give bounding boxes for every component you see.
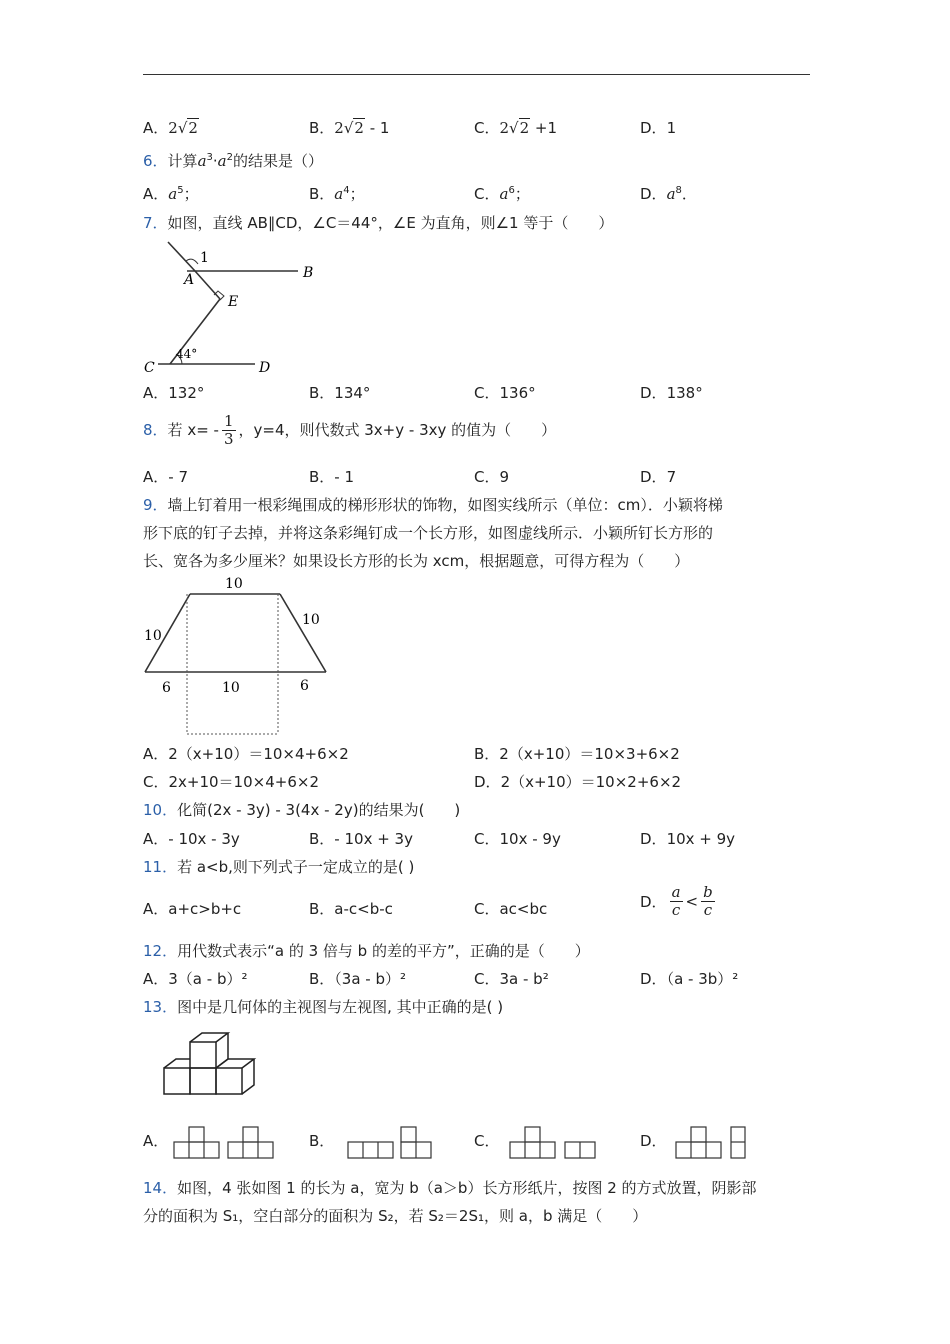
- q14-stem-line1: [143, 1177, 757, 1198]
- q9-option-d[interactable]: [474, 771, 681, 792]
- q9-option-a[interactable]: [143, 743, 349, 764]
- q7-figure: [140, 240, 320, 380]
- q13-stem: [143, 996, 503, 1017]
- option-text: （a - 3b）²: [666, 970, 739, 988]
- option-text: 2（x+10）＝10×2+6×2: [500, 773, 682, 791]
- q11-option-a[interactable]: [143, 898, 241, 919]
- label-e: E: [228, 294, 239, 310]
- cube-front-1: [164, 1068, 190, 1094]
- stem-text: 的结果是（）: [233, 152, 324, 170]
- option-label: D．: [640, 384, 667, 402]
- option-label: C．: [474, 185, 500, 203]
- option-text: a-c<b-c: [334, 900, 393, 918]
- question-number: 10．: [143, 801, 178, 819]
- stem-text: 若 a<b,则下列式子一定成立的是( ): [177, 858, 415, 876]
- question-number: 9．: [143, 496, 168, 514]
- option-text: ac<bc: [499, 900, 548, 918]
- fraction: [222, 413, 236, 448]
- option-text: - 1: [334, 468, 355, 486]
- option-text: 1: [666, 119, 677, 137]
- base: a: [197, 152, 207, 170]
- option-label: C．: [474, 900, 500, 918]
- base: a: [217, 152, 227, 170]
- q7-option-c[interactable]: [474, 382, 536, 403]
- cube-front-3: [216, 1068, 242, 1094]
- base: a: [666, 185, 676, 203]
- option-text: a+c>b+c: [168, 900, 242, 918]
- option-text: - 10x - 3y: [168, 830, 240, 848]
- option-label: A．: [143, 119, 169, 137]
- q14-stem-line2: 分的面积为 S₁，空白部分的面积为 S₂，若 S₂＝2S₁，则 a，b 满足（ ）: [143, 1207, 648, 1225]
- label-top: 10: [225, 576, 243, 592]
- option-text: 10x - 9y: [499, 830, 561, 848]
- q12-option-c[interactable]: [474, 968, 549, 989]
- sqrt-expression: 2√2: [168, 119, 198, 137]
- option-label: B．: [309, 900, 335, 918]
- front-view-base: [510, 1142, 555, 1158]
- suffix: ；: [514, 185, 530, 203]
- label-1: 1: [200, 250, 209, 266]
- option-label: D．: [640, 830, 667, 848]
- q9-stem-line2: 形下底的钉子去掉，并将这条彩绳钉成一个长方形，如图虚线所示．小颖所钉长方形的: [143, 524, 714, 542]
- option-label: C．: [474, 970, 500, 988]
- stem-text: 计算: [167, 152, 198, 170]
- suffix: ；: [349, 185, 365, 203]
- q6-stem: [143, 150, 323, 171]
- option-label: D．: [640, 1132, 667, 1150]
- option-text: 138°: [666, 384, 703, 402]
- option-text: 10x + 9y: [666, 830, 736, 848]
- option-label: B．: [309, 970, 335, 988]
- q7-option-a[interactable]: [143, 382, 204, 403]
- base: a: [168, 185, 178, 203]
- option-label: B．: [309, 1132, 335, 1150]
- suffix: ．: [681, 185, 697, 203]
- coef: 2: [168, 119, 178, 137]
- option-label: A．: [143, 830, 169, 848]
- base: a: [499, 185, 509, 203]
- q6-option-a[interactable]: [143, 183, 199, 204]
- trapezoid-right: [280, 594, 326, 672]
- radicand: 2: [188, 119, 198, 137]
- option-label: C．: [474, 1132, 500, 1150]
- stem-text: 墙上钉着用一根彩绳围成的梯形形状的饰物，如图实线所示（单位：cm）．小颖将梯: [167, 496, 723, 514]
- option-label: A．: [143, 745, 169, 763]
- option-label: C．: [474, 468, 500, 486]
- option-label: B．: [309, 185, 335, 203]
- denominator: c: [703, 901, 713, 919]
- q10-stem: [143, 799, 460, 820]
- option-text: - 7: [168, 468, 188, 486]
- option-text: 134°: [334, 384, 371, 402]
- option-label: D．: [640, 893, 667, 911]
- q13-solid-figure: [160, 1030, 262, 1100]
- option-label: D．: [474, 773, 501, 791]
- q5-option-a[interactable]: [143, 117, 199, 138]
- q12-option-d[interactable]: [640, 968, 738, 989]
- option-text: 3（a - b）²: [168, 970, 248, 988]
- label-bottom-right: 6: [300, 678, 309, 694]
- right-top-face: [216, 1059, 254, 1068]
- q10-option-b[interactable]: [309, 828, 413, 849]
- line-ae: [195, 271, 220, 299]
- left-top-face: [164, 1059, 190, 1068]
- q13-option-b-views: [345, 1124, 435, 1162]
- option-label: B．: [309, 468, 335, 486]
- question-number: 11．: [143, 858, 178, 876]
- option-label: C．: [474, 830, 500, 848]
- option-label: A．: [143, 384, 169, 402]
- label-left: 10: [144, 628, 162, 644]
- radicand: 2: [519, 119, 530, 137]
- label-bottom-mid: 10: [222, 680, 240, 696]
- stem-text: 化简(2x - 3y) - 3(4x - 2y)的结果为( ): [177, 801, 461, 819]
- option-text: 136°: [499, 384, 536, 402]
- front-view-top: [525, 1127, 540, 1142]
- q13-option-a[interactable]: [143, 1130, 168, 1151]
- base: a: [334, 185, 344, 203]
- label-right: 10: [302, 612, 320, 628]
- q10-option-a[interactable]: [143, 828, 240, 849]
- q5-option-c[interactable]: [474, 117, 557, 138]
- option-text: 3a - b²: [499, 970, 549, 988]
- q9-stem-line1: [143, 494, 723, 515]
- q11-option-b[interactable]: [309, 898, 393, 919]
- stem-text: 如图，直线 AB∥CD，∠C＝44°，∠E 为直角，则∠1 等于（ ）: [167, 214, 614, 232]
- exponent: 4: [343, 185, 350, 196]
- q13-option-c[interactable]: [474, 1130, 499, 1151]
- option-label: B．: [309, 384, 335, 402]
- option-label: A．: [143, 185, 169, 203]
- fraction-b-over-c: [701, 884, 715, 919]
- stem-text: 若 x= -: [167, 421, 219, 439]
- side-view-top: [401, 1127, 416, 1142]
- q7-option-d[interactable]: [640, 382, 703, 403]
- q12-option-a[interactable]: [143, 968, 248, 989]
- exponent: 5: [177, 185, 184, 196]
- denominator: 3: [223, 430, 234, 448]
- cube-front-2: [190, 1068, 216, 1094]
- q11-stem: [143, 856, 414, 877]
- option-text: （3a - b）²: [334, 970, 407, 988]
- option-text: 2（x+10）＝10×4+6×2: [168, 745, 349, 763]
- q6-option-b[interactable]: [309, 183, 365, 204]
- line-upper-left: [168, 242, 195, 271]
- front-view-base: [174, 1142, 219, 1158]
- question-number: 8．: [143, 421, 168, 439]
- stem-text: ，y=4，则代数式 3x+y - 3xy 的值为（ ）: [238, 421, 557, 439]
- q13-option-a-views: [170, 1124, 276, 1162]
- option-text: 2x+10＝10×4+6×2: [168, 773, 319, 791]
- dot-operator: ·: [212, 152, 218, 170]
- q6-option-c[interactable]: [474, 183, 530, 204]
- coef: 2: [499, 119, 510, 137]
- exponent: 3: [206, 152, 213, 163]
- q8-option-a[interactable]: [143, 466, 188, 487]
- option-text: 2（x+10）＝10×3+6×2: [499, 745, 680, 763]
- option-label: B．: [309, 119, 335, 137]
- q8-option-d[interactable]: [640, 466, 676, 487]
- label-b: B: [303, 265, 314, 281]
- q13-option-b[interactable]: [309, 1130, 334, 1151]
- fraction-a-over-c: [670, 884, 683, 919]
- question-number: 13．: [143, 998, 178, 1016]
- front-view-top: [691, 1127, 706, 1142]
- question-number: 14．: [143, 1179, 178, 1197]
- suffix: +1: [530, 119, 558, 137]
- exponent: 6: [508, 185, 515, 196]
- option-label: A．: [143, 970, 169, 988]
- numerator: b: [703, 883, 713, 901]
- option-label: C．: [143, 773, 169, 791]
- q9-stem-line3: 长、宽各为多少厘米？如果设长方形的长为 xcm，根据题意，可得方程为（ ）: [143, 552, 690, 570]
- label-bottom-left: 6: [162, 680, 171, 696]
- option-text: 7: [666, 468, 677, 486]
- sqrt-expression: 2√2: [499, 119, 530, 137]
- side-view-top: [243, 1127, 258, 1142]
- front-view-base: [676, 1142, 721, 1158]
- cube-top-face: [190, 1033, 228, 1042]
- label-a: A: [184, 272, 195, 288]
- exponent: 8: [675, 185, 682, 196]
- sqrt-expression: 2√2: [334, 119, 364, 137]
- q7-option-b[interactable]: [309, 382, 370, 403]
- stem-text: 用代数式表示“a 的 3 倍与 b 的差的平方”，正确的是（ ）: [177, 942, 590, 960]
- option-label: B．: [309, 830, 335, 848]
- q13-option-d-views: [673, 1124, 753, 1162]
- numerator: 1: [223, 412, 234, 430]
- less-than-operator: <: [685, 892, 699, 911]
- denominator: c: [671, 901, 681, 919]
- front-view-top: [189, 1127, 204, 1142]
- label-c: C: [144, 360, 155, 376]
- stem-text: 如图，4 张如图 1 的长为 a，宽为 b（a＞b）长方形纸片，按图 2 的方式放置，阴影部: [177, 1179, 757, 1197]
- q8-stem: [143, 413, 556, 448]
- q5-option-d[interactable]: [640, 117, 676, 138]
- option-label: A．: [143, 468, 169, 486]
- option-label: D．: [640, 468, 667, 486]
- option-label: D．: [640, 185, 667, 203]
- q8-option-c[interactable]: [474, 466, 509, 487]
- option-label: C．: [474, 384, 500, 402]
- q7-stem: [143, 212, 613, 233]
- option-label: D．: [640, 119, 667, 137]
- front-view: [348, 1142, 393, 1158]
- q13-option-c-views: [507, 1124, 599, 1162]
- q11-option-d[interactable]: [640, 884, 718, 919]
- suffix: ；: [183, 185, 199, 203]
- q8-option-b[interactable]: [309, 466, 354, 487]
- option-label: D．: [640, 970, 667, 988]
- q5-option-b[interactable]: [309, 117, 389, 138]
- cube-front-top: [190, 1042, 216, 1068]
- question-number: 12．: [143, 942, 178, 960]
- exponent: 2: [226, 152, 233, 163]
- q13-option-d[interactable]: [640, 1130, 667, 1151]
- question-number: 7．: [143, 214, 168, 232]
- label-44: 44°: [176, 347, 198, 361]
- numerator: a: [671, 883, 681, 901]
- stem-text: 图中是几何体的主视图与左视图, 其中正确的是( ): [177, 998, 504, 1016]
- coef: 2: [334, 119, 344, 137]
- q12-option-b[interactable]: [309, 968, 406, 989]
- option-label: A．: [143, 900, 169, 918]
- suffix: - 1: [364, 119, 390, 137]
- q11-option-c[interactable]: [474, 898, 547, 919]
- q10-option-c[interactable]: [474, 828, 561, 849]
- question-number: 6．: [143, 152, 168, 170]
- option-label: C．: [474, 119, 500, 137]
- side-view-base: [228, 1142, 273, 1158]
- q12-stem: [143, 940, 590, 961]
- q10-option-d[interactable]: [640, 828, 735, 849]
- q9-option-c[interactable]: [143, 771, 319, 792]
- option-text: 132°: [168, 384, 205, 402]
- q6-option-d[interactable]: [640, 183, 697, 204]
- option-text: 9: [499, 468, 510, 486]
- header-rule: [143, 74, 810, 75]
- option-label: B．: [474, 745, 500, 763]
- q9-option-b[interactable]: [474, 743, 680, 764]
- radicand: 2: [354, 119, 364, 137]
- q9-figure: [140, 572, 340, 738]
- option-label: A．: [143, 1132, 169, 1150]
- option-text: - 10x + 3y: [334, 830, 413, 848]
- label-d: D: [259, 360, 271, 376]
